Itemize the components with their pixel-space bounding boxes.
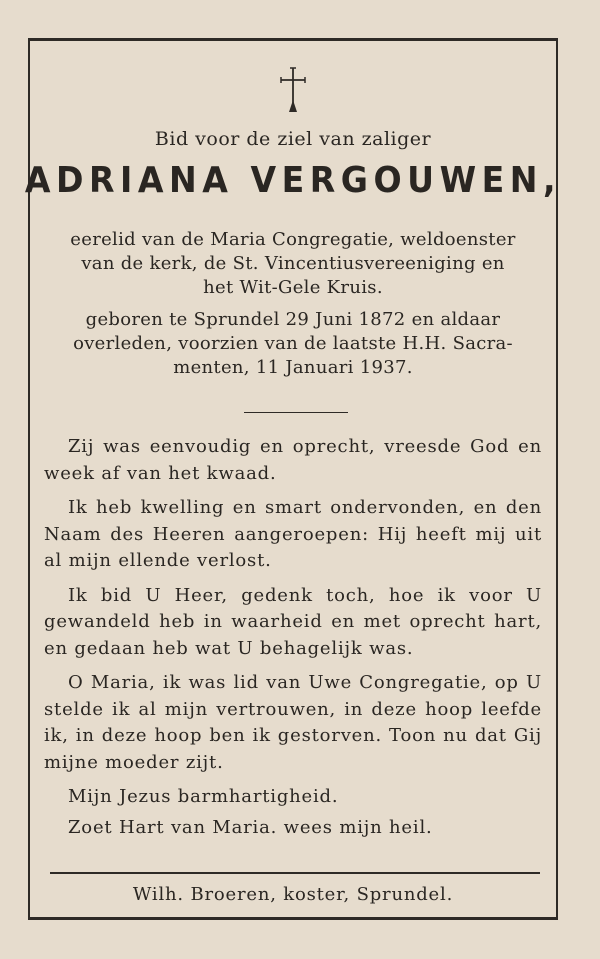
prayer-paragraph: Ik bid U Heer, gedenk toch, hoe ik voor U gewandeld heb in waarheid en met oprecht hart, en gedaan heb wat U behagelijk was. [44,584,542,659]
dates-line: menten, 11 Januari 1937. [173,357,413,378]
dates-line: geboren te Sprundel 29 Juni 1872 en aldaar [85,309,501,330]
prayer-paragraph: Zij was eenvoudig en oprecht, vreesde God en week af van het kwaad. [44,436,542,484]
bio-line: het Wit-Gele Kruis. [203,277,383,298]
biography [44,228,542,380]
printer-credit: Wilh. Broeren, koster, Sprundel. [132,884,454,905]
bio-line: eerelid van de Maria Congregatie, weldoenster [70,229,516,250]
intro-line: Bid voor de ziel van zaliger [154,128,432,150]
prayer-text [44,434,542,845]
dates-line: overleden, voorzien van de laatste H.H. Sacra- [73,333,513,354]
bottom-divider [50,872,540,874]
prayer-paragraph: Mijn Jezus barmhartigheid. [68,786,339,807]
cross-icon [278,66,308,114]
divider [244,412,348,413]
prayer-paragraph: Ik heb kwelling en smart ondervonden, en den Naam des Heeren aangeroepen: Hij heeft mij uit al mijn ellende verlost. [44,497,542,571]
deceased-name: ADRIANA VERGOUWEN, [24,160,562,201]
bio-line: van de kerk, de St. Vincentiusvereeniging en [81,253,505,274]
prayer-paragraph: O Maria, ik was lid van Uwe Congregatie, op U stelde ik al mijn vertrouwen, in deze hoop leefde ik, in deze hoop ben ik gestorven. Toon nu dat Gij mijne moeder zijt. [44,672,542,773]
prayer-paragraph: Zoet Hart van Maria. wees mijn heil. [68,816,433,838]
